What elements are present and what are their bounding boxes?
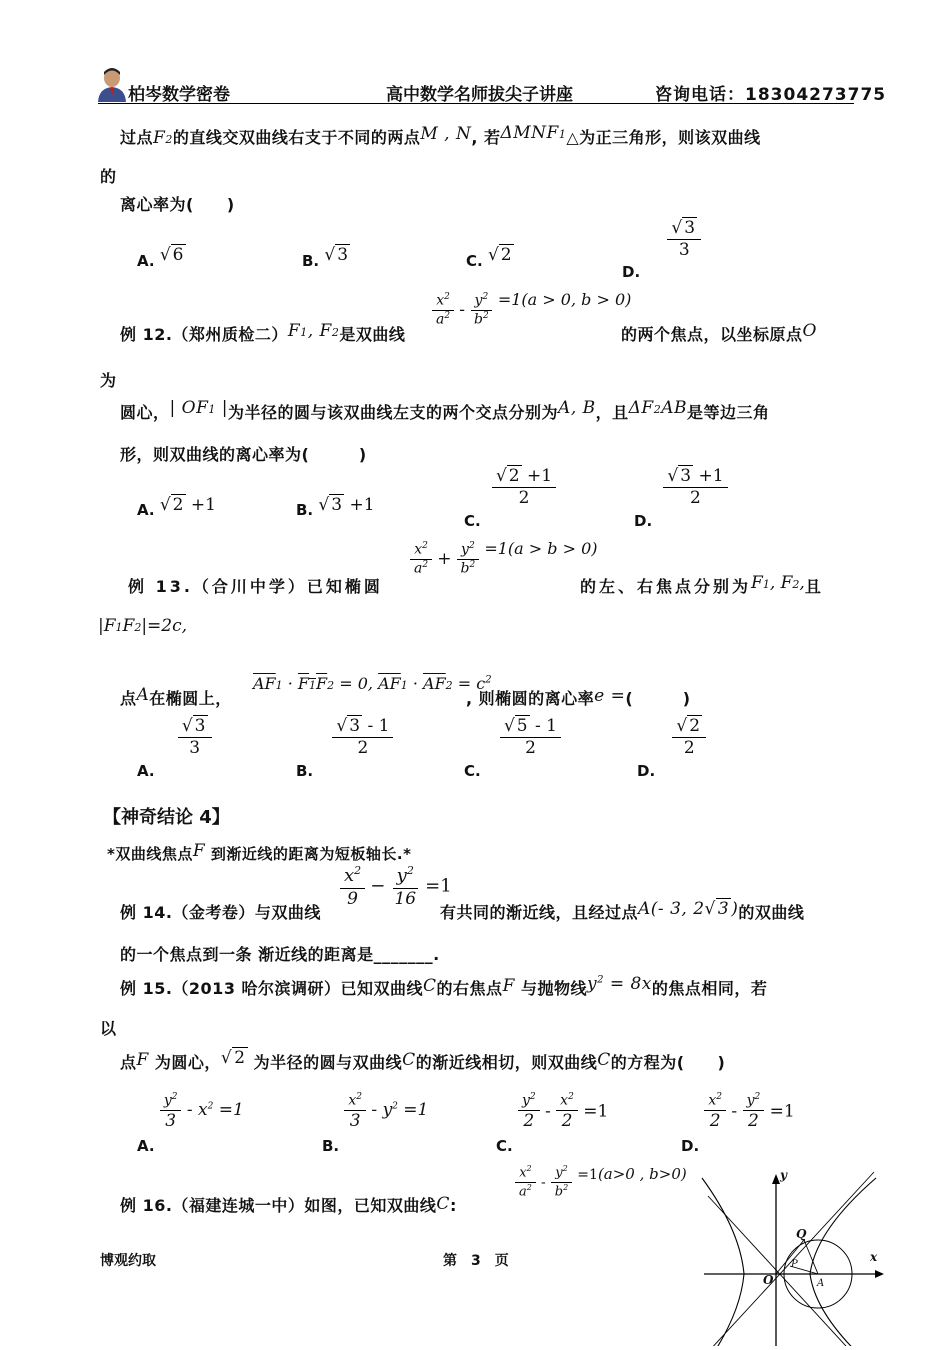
header-left: 柏岑数学密卷: [128, 85, 230, 105]
conclusion-text: *双曲线焦点F 到渐近线的距离为短板轴长.*: [107, 841, 412, 863]
figure-label-q: Q: [796, 1227, 807, 1241]
prev-question-line2: 的: [100, 167, 117, 186]
header-center: 高中数学名师拔尖子讲座: [386, 85, 573, 105]
ex14-line1-b: 有共同的渐近线，且经过点A(- 3, 2√ 3 )的双曲线: [440, 899, 805, 922]
ex15-option-d: D. $\frac{x^2}{2}$ - $\frac{y^2}{2}$ =1: [681, 1092, 795, 1155]
hyperbola-figure: [698, 1170, 888, 1346]
ex14-line2: 的一个焦点到一条 渐近线的距离是_______.: [120, 945, 440, 964]
ex12-line1: 例 12.（郑州质检二）F1, F2是双曲线: [120, 321, 406, 344]
ex13-line1-b: 的左、右焦点分别为F1, F2,且: [580, 573, 824, 596]
ex13-line3: 点A在椭圆上，: [120, 685, 232, 708]
figure-label-o: O: [763, 1273, 774, 1287]
ex12-line4: 形，则双曲线的离心率为( ): [120, 445, 367, 464]
ex12-option-d: D. $\frac{√ 3 +1}{2}$: [634, 466, 728, 510]
ex15-option-a: A. $\frac{y^2}{3}$ - $x^2 =1$: [137, 1092, 244, 1155]
ex12-option-b: B. √ 3 +1: [296, 495, 375, 519]
ex12-equation: $\frac{x^2}{a^2}$ - $\frac{y^2}{b^2}$ =1(a > 0, b > 0): [432, 292, 631, 329]
ex14-line1: 例 14.（金考卷）与双曲线: [120, 903, 321, 922]
footer-left: 博观约取: [100, 1253, 156, 1269]
ex15-line1: 例 15.（2013 哈尔滨调研）已知双曲线C的右焦点F 与抛物线$y^2 = 8x$的焦点相同，若: [120, 974, 768, 998]
ex12-line2: 为: [100, 371, 117, 390]
figure-label-y: y: [780, 1168, 787, 1182]
ex12-option-a: A. √ 2 +1: [137, 495, 216, 519]
ex12-line1-b: 的两个焦点，以坐标原点O: [621, 321, 817, 344]
ex13-option-a: A. $\frac{√ 3}{3}$: [137, 716, 212, 760]
ex12-option-c: C. $\frac{√ 2 +1}{2}$: [464, 466, 556, 510]
header-right: 咨询电话：18304273775: [655, 85, 887, 105]
ex16-equation: $\frac{x^2}{a^2}$ - $\frac{y^2}{b^2}$ =1(a>0 , b>0): [515, 1164, 687, 1200]
ex13-line1: 例 13.（合川中学）已知椭圆: [128, 577, 383, 596]
ex13-line3-b: , 则椭圆的离心率e =( ): [466, 686, 691, 708]
ex13-option-c: C. $\frac{√ 5 - 1}{2}$: [464, 716, 561, 760]
ex15-line3: 点F 为圆心，√ 2 为半径的圆与双曲线C的渐近线相切，则双曲线C的方程为( ): [120, 1048, 726, 1072]
ex16-line1: 例 16.（福建连城一中）如图，已知双曲线C:: [120, 1194, 457, 1215]
prev-question-line3: 离心率为( ): [120, 195, 235, 214]
ex12-line3: 圆心，| OF1 |为半径的圆与该双曲线左支的两个交点分别为A, B，且ΔF2AB是等边三角: [120, 398, 770, 422]
ex15-option-c: C. $\frac{y^2}{2}$ - $\frac{x^2}{2}$ =1: [496, 1092, 609, 1155]
ex13-vector-eq: $\overline{AF}1 \cdot F1F2 = 0$, $\overline{AF}1 \cdot \overline{AF}2 = c^2$: [253, 674, 492, 693]
page-number: 第 3 页: [443, 1253, 509, 1269]
ex14-equation: $\frac{x^2}{9}$ − $\frac{y^2}{16}$ =1: [340, 864, 452, 910]
ex13-option-b: B. $\frac{√ 3 - 1}{2}$: [296, 716, 393, 760]
figure-label-p: P: [791, 1259, 798, 1270]
ex13-distance: |F1F2|=2c,: [98, 616, 188, 636]
ex15-line2: 以: [100, 1019, 117, 1038]
ex13-option-d: D. $\frac{√ 2}{2}$: [637, 716, 706, 760]
prev-option-d: D. $\frac{√ 3}{3}$: [622, 218, 701, 262]
figure-label-x: x: [870, 1250, 878, 1264]
prev-option-c: C. √ 2: [466, 245, 512, 270]
prev-option-a: A. √ 6: [137, 245, 184, 270]
ex15-option-b: B. $\frac{x^2}{3}$ - $y^2 =1$: [322, 1092, 429, 1155]
figure-label-a: A: [817, 1278, 825, 1289]
avatar: [97, 66, 127, 102]
prev-option-b: B. √ 3: [302, 245, 349, 270]
ex13-equation: $\frac{x^2}{a^2}$ + $\frac{y^2}{b^2}$ =1(a > b > 0): [410, 541, 598, 578]
prev-question-line1: 过点F2的直线交双曲线右支于不同的两点M , N, 若ΔMNF$^1$△为正三角形，则该双曲线: [120, 123, 761, 148]
conclusion-title: 【神奇结论 4】: [103, 807, 230, 828]
header-rule: [98, 103, 854, 104]
